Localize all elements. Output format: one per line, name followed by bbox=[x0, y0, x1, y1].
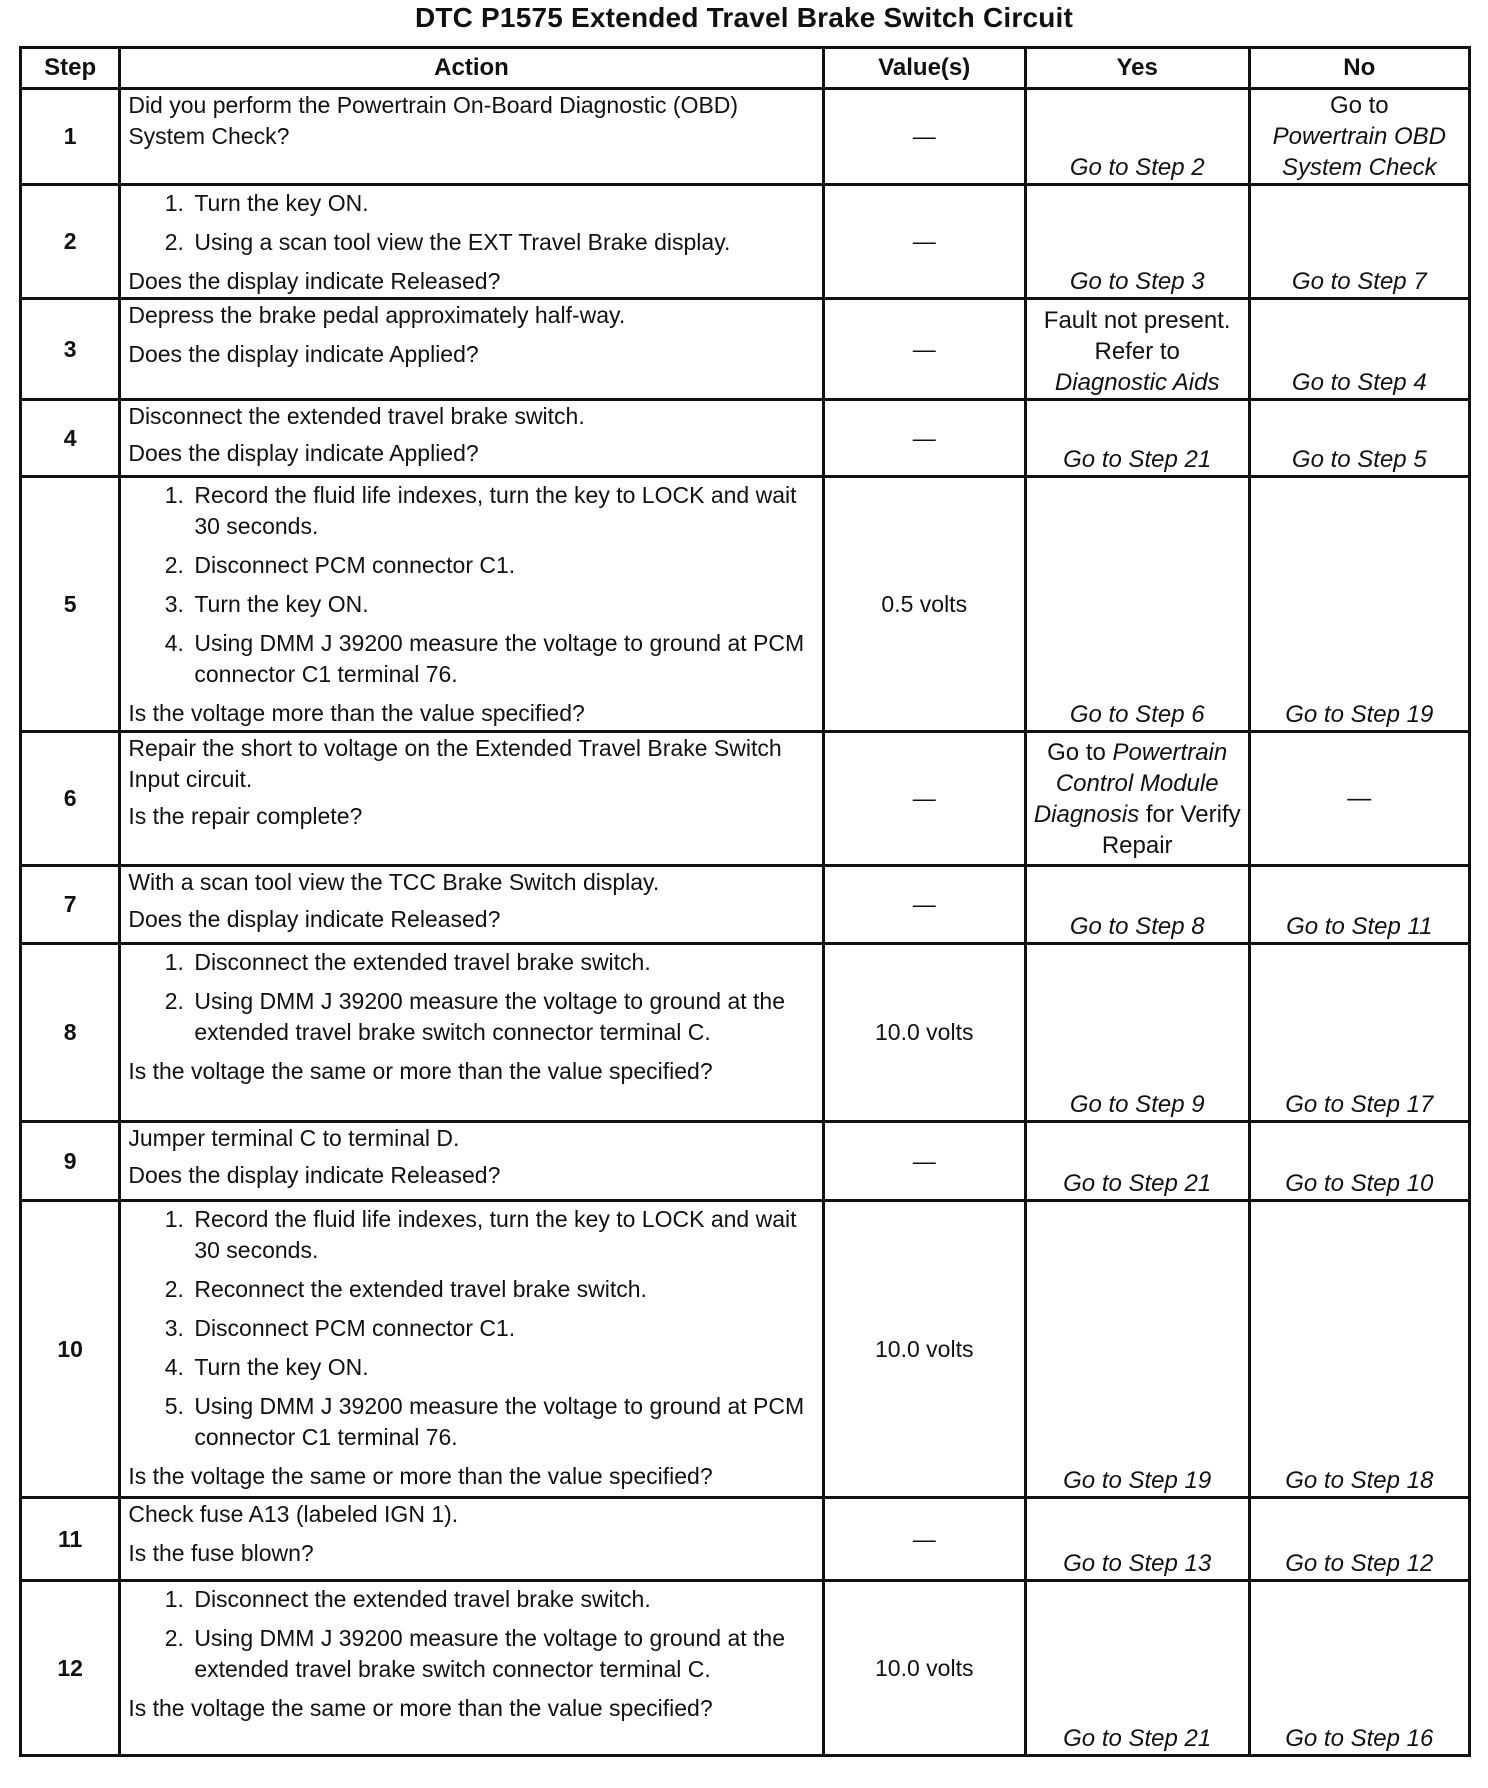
yes-text: for Verify Repair bbox=[1101, 800, 1241, 859]
table-row bbox=[21, 1581, 1470, 1756]
table-row bbox=[21, 89, 1470, 185]
table-row bbox=[21, 866, 1470, 944]
action-question: Does the display indicate Released? bbox=[128, 906, 501, 932]
no-cell: — bbox=[1249, 732, 1469, 866]
yes-link: Go to Step 21 bbox=[1063, 446, 1212, 473]
yes-link: Go to Step 3 bbox=[1069, 268, 1205, 295]
header-value: Value(s) bbox=[823, 48, 1025, 89]
action-question: Is the voltage the same or more than the value specified? bbox=[128, 1058, 713, 1084]
step-number: 11 bbox=[21, 1498, 120, 1581]
action-question: Does the display indicate Released? bbox=[128, 1162, 501, 1188]
yes-text: Go to bbox=[1047, 738, 1106, 766]
action-cell bbox=[120, 400, 823, 477]
table-row bbox=[21, 1201, 1470, 1498]
step-number: 1 bbox=[21, 89, 120, 185]
yes-cell bbox=[1025, 944, 1249, 1122]
no-cell bbox=[1249, 89, 1469, 185]
yes-link: Go to Step 2 bbox=[1069, 154, 1205, 181]
value-cell: — bbox=[823, 1498, 1025, 1581]
action-question: Is the voltage more than the value specified? bbox=[128, 700, 585, 726]
action-question: Does the display indicate Released? bbox=[128, 268, 501, 294]
step-number: 8 bbox=[21, 944, 120, 1122]
value-cell: — bbox=[823, 185, 1025, 299]
yes-cell bbox=[1025, 89, 1249, 185]
action-cell bbox=[120, 944, 823, 1122]
yes-cell bbox=[1025, 299, 1249, 400]
yes-link: Go to Step 13 bbox=[1063, 1550, 1212, 1577]
substep: 3. Turn the key ON. bbox=[190, 589, 814, 620]
table-row bbox=[21, 477, 1470, 732]
header-yes: Yes bbox=[1025, 48, 1249, 89]
header-no: No bbox=[1249, 48, 1469, 89]
action-cell bbox=[120, 89, 823, 185]
action-text: Jumper terminal C to terminal D. bbox=[128, 1125, 460, 1151]
action-text: Repair the short to voltage on the Extended Travel Brake Switch Input circuit. bbox=[128, 735, 782, 792]
step-number: 3 bbox=[21, 299, 120, 400]
action-question: Is the voltage the same or more than the value specified? bbox=[128, 1463, 713, 1489]
yes-cell bbox=[1025, 185, 1249, 299]
no-cell bbox=[1249, 185, 1469, 299]
no-link: Go to Step 19 bbox=[1285, 701, 1434, 728]
step-number: 7 bbox=[21, 866, 120, 944]
action-text: Disconnect the extended travel brake switch. bbox=[128, 403, 585, 429]
no-cell bbox=[1249, 1498, 1469, 1581]
substep: 2. Reconnect the extended travel brake switch. bbox=[190, 1274, 814, 1305]
yes-link: Diagnostic Aids bbox=[1054, 369, 1220, 396]
substep: 2. Using DMM J 39200 measure the voltage to ground at the extended travel brake switch connector terminal C. bbox=[190, 986, 814, 1048]
substep: 3. Disconnect PCM connector C1. bbox=[190, 1313, 814, 1344]
substep: 1. Disconnect the extended travel brake switch. bbox=[190, 947, 814, 978]
value-cell: — bbox=[823, 89, 1025, 185]
value-cell: — bbox=[823, 1122, 1025, 1201]
no-cell bbox=[1249, 866, 1469, 944]
substep: 2. Using DMM J 39200 measure the voltage to ground at the extended travel brake switch connector terminal C. bbox=[190, 1623, 814, 1685]
step-number: 9 bbox=[21, 1122, 120, 1201]
action-cell bbox=[120, 299, 823, 400]
yes-link: Go to Step 19 bbox=[1063, 1467, 1212, 1494]
header-row bbox=[21, 48, 1470, 89]
no-link: Go to Step 12 bbox=[1285, 1550, 1434, 1577]
action-text: Check fuse A13 (labeled IGN 1). bbox=[128, 1501, 459, 1527]
value-cell: 10.0 volts bbox=[823, 1201, 1025, 1498]
no-text: Go to bbox=[1329, 92, 1389, 119]
substep: 1. Record the fluid life indexes, turn the key to LOCK and wait 30 seconds. bbox=[190, 480, 814, 542]
action-cell bbox=[120, 477, 823, 732]
page-title: DTC P1575 Extended Travel Brake Switch Circuit bbox=[414, 2, 1074, 33]
action-question: Does the display indicate Applied? bbox=[128, 440, 479, 466]
action-text: Depress the brake pedal approximately half-way. bbox=[128, 302, 626, 328]
action-question: Is the repair complete? bbox=[128, 803, 363, 829]
yes-link: Powertrain Control Module Diagnosis bbox=[1033, 738, 1228, 828]
value-cell: 10.0 volts bbox=[823, 1581, 1025, 1756]
header-step: Step bbox=[21, 48, 120, 89]
no-link: Go to Step 16 bbox=[1285, 1725, 1434, 1752]
substep: 1. Turn the key ON. bbox=[190, 188, 814, 219]
yes-link: Go to Step 9 bbox=[1069, 1091, 1205, 1118]
yes-cell bbox=[1025, 400, 1249, 477]
yes-link: Go to Step 21 bbox=[1063, 1170, 1212, 1197]
substep-list bbox=[128, 947, 814, 1048]
substep: 2. Disconnect PCM connector C1. bbox=[190, 550, 814, 581]
no-link: Go to Step 10 bbox=[1285, 1170, 1434, 1197]
no-link: Go to Step 11 bbox=[1286, 913, 1433, 940]
substep-list bbox=[128, 188, 814, 258]
action-question: Is the fuse blown? bbox=[128, 1540, 314, 1566]
value-cell: 10.0 volts bbox=[823, 944, 1025, 1122]
no-cell bbox=[1249, 1201, 1469, 1498]
yes-text: Fault not present. Refer to bbox=[1043, 307, 1231, 365]
substep: 2. Using a scan tool view the EXT Travel Brake display. bbox=[190, 227, 814, 258]
yes-cell bbox=[1025, 1122, 1249, 1201]
no-link: Go to Step 17 bbox=[1285, 1091, 1434, 1118]
step-number: 6 bbox=[21, 732, 120, 866]
table-row bbox=[21, 1122, 1470, 1201]
yes-link: Go to Step 21 bbox=[1063, 1725, 1212, 1752]
action-cell bbox=[120, 1201, 823, 1498]
table-row bbox=[21, 185, 1470, 299]
substep: 1. Record the fluid life indexes, turn the key to LOCK and wait 30 seconds. bbox=[190, 1204, 814, 1266]
value-cell: — bbox=[823, 400, 1025, 477]
step-number: 12 bbox=[21, 1581, 120, 1756]
action-cell bbox=[120, 1498, 823, 1581]
action-cell bbox=[120, 185, 823, 299]
value-cell: — bbox=[823, 732, 1025, 866]
no-cell bbox=[1249, 299, 1469, 400]
substep-list bbox=[128, 480, 814, 690]
table-row bbox=[21, 944, 1470, 1122]
action-cell bbox=[120, 866, 823, 944]
value-cell: 0.5 volts bbox=[823, 477, 1025, 732]
yes-cell bbox=[1025, 732, 1249, 866]
no-link: Go to Step 5 bbox=[1291, 446, 1427, 473]
diagnostic-table bbox=[19, 46, 1471, 1757]
yes-link: Go to Step 6 bbox=[1069, 701, 1205, 728]
yes-link: Go to Step 8 bbox=[1069, 913, 1205, 940]
substep: 1. Disconnect the extended travel brake switch. bbox=[190, 1584, 814, 1615]
no-link: Go to Step 18 bbox=[1285, 1467, 1434, 1494]
action-text: Did you perform the Powertrain On-Board Diagnostic (OBD) System Check? bbox=[128, 92, 739, 149]
table-row bbox=[21, 299, 1470, 400]
yes-cell bbox=[1025, 866, 1249, 944]
value-cell: — bbox=[823, 299, 1025, 400]
substep-list bbox=[128, 1204, 814, 1453]
table-row bbox=[21, 1498, 1470, 1581]
action-question: Does the display indicate Applied? bbox=[128, 341, 479, 367]
step-number: 5 bbox=[21, 477, 120, 732]
no-link: Go to Step 4 bbox=[1291, 369, 1427, 396]
step-number: 2 bbox=[21, 185, 120, 299]
no-cell bbox=[1249, 944, 1469, 1122]
action-text: With a scan tool view the TCC Brake Switch display. bbox=[128, 869, 660, 895]
no-cell bbox=[1249, 400, 1469, 477]
no-cell bbox=[1249, 1581, 1469, 1756]
step-number: 4 bbox=[21, 400, 120, 477]
action-cell bbox=[120, 732, 823, 866]
action-cell bbox=[120, 1581, 823, 1756]
yes-cell bbox=[1025, 1201, 1249, 1498]
header-action: Action bbox=[120, 48, 823, 89]
no-link: Powertrain OBD System Check bbox=[1272, 123, 1446, 181]
yes-cell bbox=[1025, 477, 1249, 732]
table-row bbox=[21, 400, 1470, 477]
table-row bbox=[21, 732, 1470, 866]
action-question: Is the voltage the same or more than the value specified? bbox=[128, 1695, 713, 1721]
no-cell bbox=[1249, 477, 1469, 732]
yes-cell bbox=[1025, 1581, 1249, 1756]
substep: 4. Turn the key ON. bbox=[190, 1352, 814, 1383]
no-link: Go to Step 7 bbox=[1291, 268, 1427, 295]
action-cell bbox=[120, 1122, 823, 1201]
step-number: 10 bbox=[21, 1201, 120, 1498]
substep-list bbox=[128, 1584, 814, 1685]
substep: 4. Using DMM J 39200 measure the voltage to ground at PCM connector C1 terminal 76. bbox=[190, 628, 814, 690]
no-cell bbox=[1249, 1122, 1469, 1201]
yes-cell bbox=[1025, 1498, 1249, 1581]
value-cell: — bbox=[823, 866, 1025, 944]
substep: 5. Using DMM J 39200 measure the voltage to ground at PCM connector C1 terminal 76. bbox=[190, 1391, 814, 1453]
